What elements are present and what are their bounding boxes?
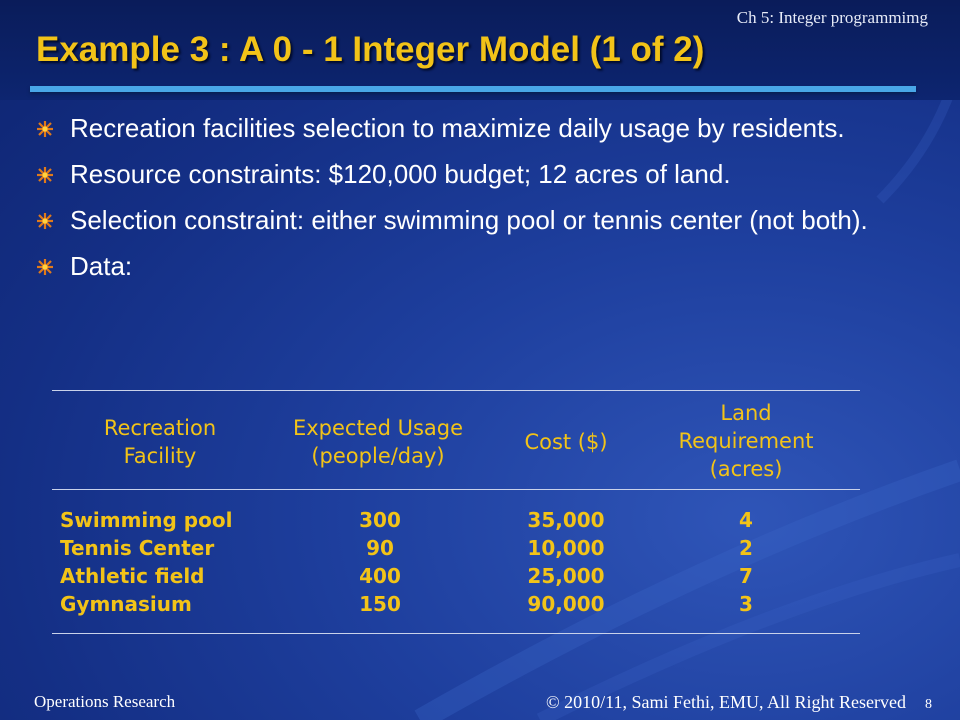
cell-cost: 90,000	[527, 592, 605, 616]
cell-land: 4	[739, 508, 753, 532]
column-header-usage: Expected Usage (people/day)	[292, 416, 464, 468]
bullet-star-icon	[36, 212, 54, 230]
cell-land: 7	[739, 564, 753, 588]
bullet-item	[32, 156, 912, 192]
footer-copyright: © 2010/11, Sami Fethi, EMU, All Right Reserved	[546, 692, 906, 712]
table-header-rule	[52, 489, 860, 490]
bullet-star-icon	[36, 120, 54, 138]
cell-land: 2	[739, 536, 753, 560]
data-table	[52, 388, 860, 636]
footer-course: Operations Research	[34, 692, 176, 711]
cell-usage: 90	[366, 536, 394, 560]
column-header-facility: Recreation Facility	[103, 416, 217, 468]
bullet-star-icon	[36, 258, 54, 276]
title-divider	[30, 86, 916, 92]
bullet-item	[32, 248, 912, 284]
bullet-text: Data:	[70, 251, 133, 281]
table-bottom-rule	[52, 633, 860, 634]
table-top-rule	[52, 390, 860, 391]
cell-facility: Athletic field	[60, 564, 205, 588]
bullet-item	[32, 202, 912, 238]
cell-cost: 35,000	[527, 508, 605, 532]
cell-usage: 300	[359, 508, 401, 532]
cell-land: 3	[739, 592, 753, 616]
cell-facility: Gymnasium	[60, 592, 192, 616]
cell-cost: 25,000	[527, 564, 605, 588]
column-header-cost: Cost ($)	[524, 430, 608, 454]
bullet-text: Selection constraint: either swimming pool or tennis center (not both).	[70, 205, 868, 235]
cell-facility: Swimming pool	[60, 508, 233, 532]
column-header-land: Land Requirement (acres)	[678, 401, 814, 481]
cell-facility: Tennis Center	[60, 536, 215, 560]
cell-usage: 150	[359, 592, 401, 616]
cell-cost: 10,000	[527, 536, 605, 560]
page-number: 8	[925, 697, 932, 712]
bullet-item	[32, 110, 912, 146]
bullet-text: Recreation facilities selection to maximize daily usage by residents.	[70, 113, 845, 143]
cell-usage: 400	[359, 564, 401, 588]
bullet-star-icon	[36, 166, 54, 184]
chapter-header: Ch 5: Integer programmimg	[736, 8, 928, 27]
slide-title: Example 3 : A 0 - 1 Integer Model (1 of 2)	[36, 30, 705, 69]
bullet-text: Resource constraints: $120,000 budget; 12 acres of land.	[70, 159, 731, 189]
bullet-list	[32, 110, 912, 294]
